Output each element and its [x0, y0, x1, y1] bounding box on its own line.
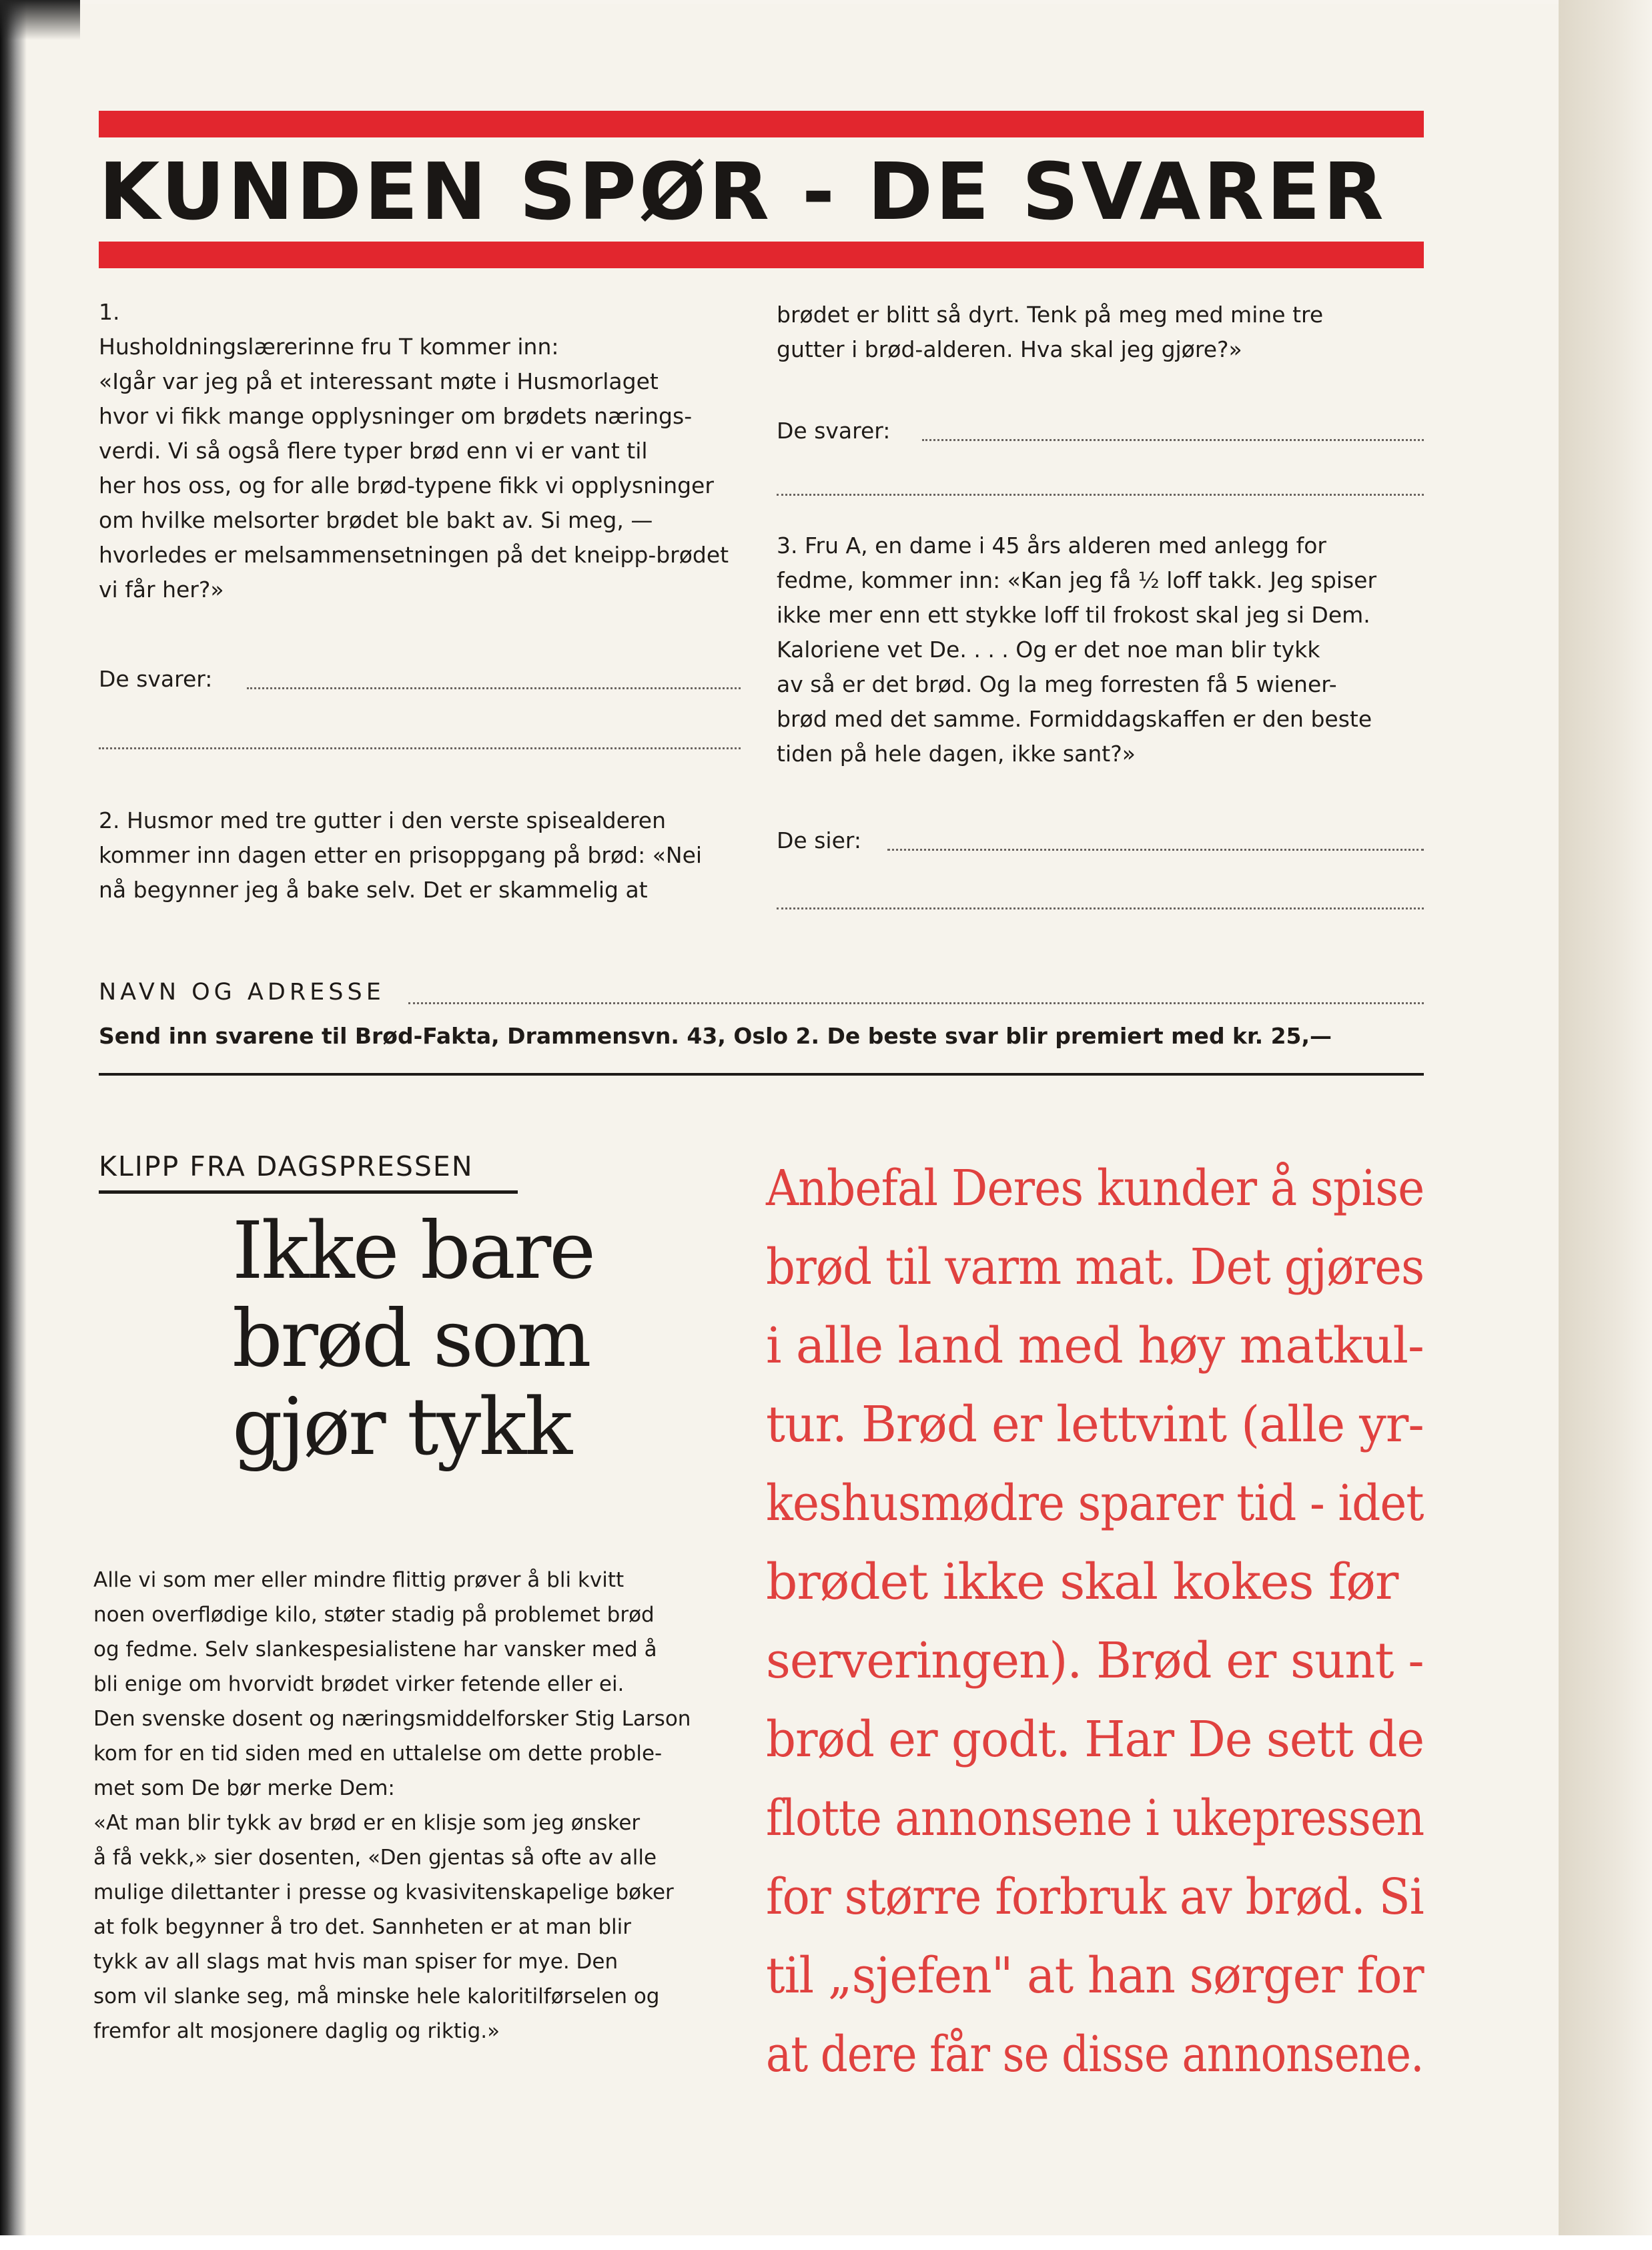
article-headline: [232, 1206, 646, 1471]
scan-left-edge: [0, 0, 27, 2250]
question-line: 2. Husmor med tre gutter i den verste spisealderen: [99, 807, 666, 833]
article-line: Den svenske dosent og næringsmiddelforsker Stig Larson: [93, 1707, 691, 1731]
question-3: [777, 528, 1424, 771]
question-line: fedme, kommer inn: «Kan jeg få ½ loff takk. Jeg spiser: [777, 567, 1377, 593]
question-number: 1.: [99, 299, 120, 325]
article-line: fremfor alt mosjonere daglig og riktig.»: [93, 2019, 500, 2043]
question-line: vi får her?»: [99, 577, 224, 603]
promo-line: tur. Brød er lettvint (alle yr-: [766, 1396, 1424, 1453]
question-line: gutter i brød-alderen. Hva skal jeg gjøre?»: [777, 336, 1242, 362]
section-label: KLIPP FRA DAGSPRESSEN: [99, 1150, 474, 1182]
promo-line: brød til varm mat. Det gjøres: [766, 1238, 1424, 1296]
promo-line: for større forbruk av brød. Si: [766, 1868, 1424, 1926]
article-body: [93, 1563, 739, 2048]
promo-line: til „sjefen" at han sørger for: [766, 1947, 1424, 2004]
article-line: som vil slanke seg, må minske hele kaloritilførselen og: [93, 1984, 660, 2008]
promo-line: Anbefal Deres kunder å spise: [766, 1160, 1424, 1217]
promo-line: serveringen). Brød er sunt -: [766, 1632, 1424, 1690]
question-line: brød med det samme. Formiddagskaffen er den beste: [777, 706, 1372, 732]
question-line: Husholdningslærerinne fru T kommer inn:: [99, 334, 559, 360]
header-red-bar-top: [99, 111, 1424, 137]
answer-line-3a[interactable]: [887, 849, 1424, 851]
answer-label-2: De svarer:: [777, 418, 891, 444]
promo-line: brød er godt. Har De sett de: [766, 1711, 1424, 1768]
article-line: bli enige om hvorvidt brødet virker fetende eller ei.: [93, 1672, 625, 1696]
name-address-line[interactable]: [408, 1002, 1424, 1004]
answer-label-3: De sier:: [777, 827, 861, 853]
article-line: å få vekk,» sier dosenten, «Den gjentas så ofte av alle: [93, 1846, 657, 1870]
question-line: Kaloriene vet De. . . . Og er det noe man blir tykk: [777, 637, 1320, 663]
article-line: mulige dilettanter i presse og kvasivitenskapelige bøker: [93, 1880, 674, 1904]
page-gutter-shadow: [1559, 0, 1652, 2250]
question-2-right: [777, 298, 1424, 367]
answer-line-3b[interactable]: [777, 907, 1424, 909]
article-line: noen overflødige kilo, støter stadig på problemet brød: [93, 1603, 655, 1627]
promo-line: flotte annonsene i ukepressen: [766, 1790, 1424, 1847]
question-line: av så er det brød. Og la meg forresten få 5 wiener-: [777, 671, 1337, 697]
question-line: om hvilke melsorter brødet ble bakt av. Si meg, —: [99, 507, 653, 533]
article-line: at folk begynner å tro det. Sannheten er at man blir: [93, 1915, 631, 1939]
header-red-bar-bottom: [99, 242, 1424, 268]
question-line: ikke mer enn ett stykke loff til frokost skal jeg si Dem.: [777, 602, 1370, 628]
scan-corner-shadow: [0, 0, 80, 40]
question-line: 3. Fru A, en dame i 45 års alderen med anlegg for: [777, 532, 1326, 558]
scan-bottom-edge: [0, 2235, 1652, 2250]
promo-line: brødet ikke skal kokes før: [766, 1553, 1398, 1611]
promo-line: i alle land med høy matkul-: [766, 1317, 1424, 1375]
promo-line: at dere får se disse annonsene.: [766, 2026, 1424, 2083]
question-line: brødet er blitt så dyrt. Tenk på meg med mine tre: [777, 302, 1324, 328]
question-line: her hos oss, og for alle brød-typene fikk vi opplysninger: [99, 472, 714, 498]
question-line: hvorledes er melsammensetningen på det kneipp-brødet: [99, 542, 729, 568]
article-line: Alle vi som mer eller mindre flittig prøver å bli kvitt: [93, 1568, 625, 1592]
article-line: «At man blir tykk av brød er en klisje som jeg ønsker: [93, 1811, 641, 1835]
promo-text: [766, 1149, 1424, 2094]
headline-line: brød som: [232, 1292, 590, 1385]
submission-instructions: Send inn svarene til Brød-Fakta, Drammensvn. 43, Oslo 2. De beste svar blir premiert med kr. 25,—: [99, 1023, 1332, 1049]
article-line: og fedme. Selv slankespesialistene har vansker med å: [93, 1637, 657, 1661]
headline-line: gjør tykk: [232, 1381, 571, 1473]
page-title: KUNDEN SPØR - DE SVARER: [99, 145, 1386, 238]
question-line: nå begynner jeg å bake selv. Det er skammelig at: [99, 877, 648, 903]
answer-line-2a[interactable]: [922, 439, 1424, 441]
section-label-underline: [99, 1190, 518, 1194]
answer-line-1a[interactable]: [247, 687, 741, 689]
question-2-left: [99, 803, 741, 907]
headline-line: Ikke bare: [232, 1204, 594, 1296]
question-line: tiden på hele dagen, ikke sant?»: [777, 741, 1136, 767]
question-line: verdi. Vi så også flere typer brød enn vi er vant til: [99, 438, 648, 464]
article-line: kom for en tid siden med en uttalelse om dette proble-: [93, 1742, 663, 1766]
answer-label-1: De svarer:: [99, 666, 213, 692]
question-line: hvor vi fikk mange opplysninger om brødets nærings-: [99, 403, 693, 429]
name-address-label: NAVN OG ADRESSE: [99, 979, 385, 1006]
answer-line-1b[interactable]: [99, 747, 741, 749]
section-divider: [99, 1073, 1424, 1076]
question-line: kommer inn dagen etter en prisoppgang på brød: «Nei: [99, 842, 703, 868]
article-line: met som De bør merke Dem:: [93, 1776, 395, 1800]
question-line: «Igår var jeg på et interessant møte i Husmorlaget: [99, 368, 659, 394]
answer-line-2b[interactable]: [777, 494, 1424, 496]
promo-line: keshusmødre sparer tid - idet: [766, 1475, 1424, 1532]
article-line: tykk av all slags mat hvis man spiser for mye. Den: [93, 1950, 618, 1974]
question-1: [99, 295, 741, 607]
